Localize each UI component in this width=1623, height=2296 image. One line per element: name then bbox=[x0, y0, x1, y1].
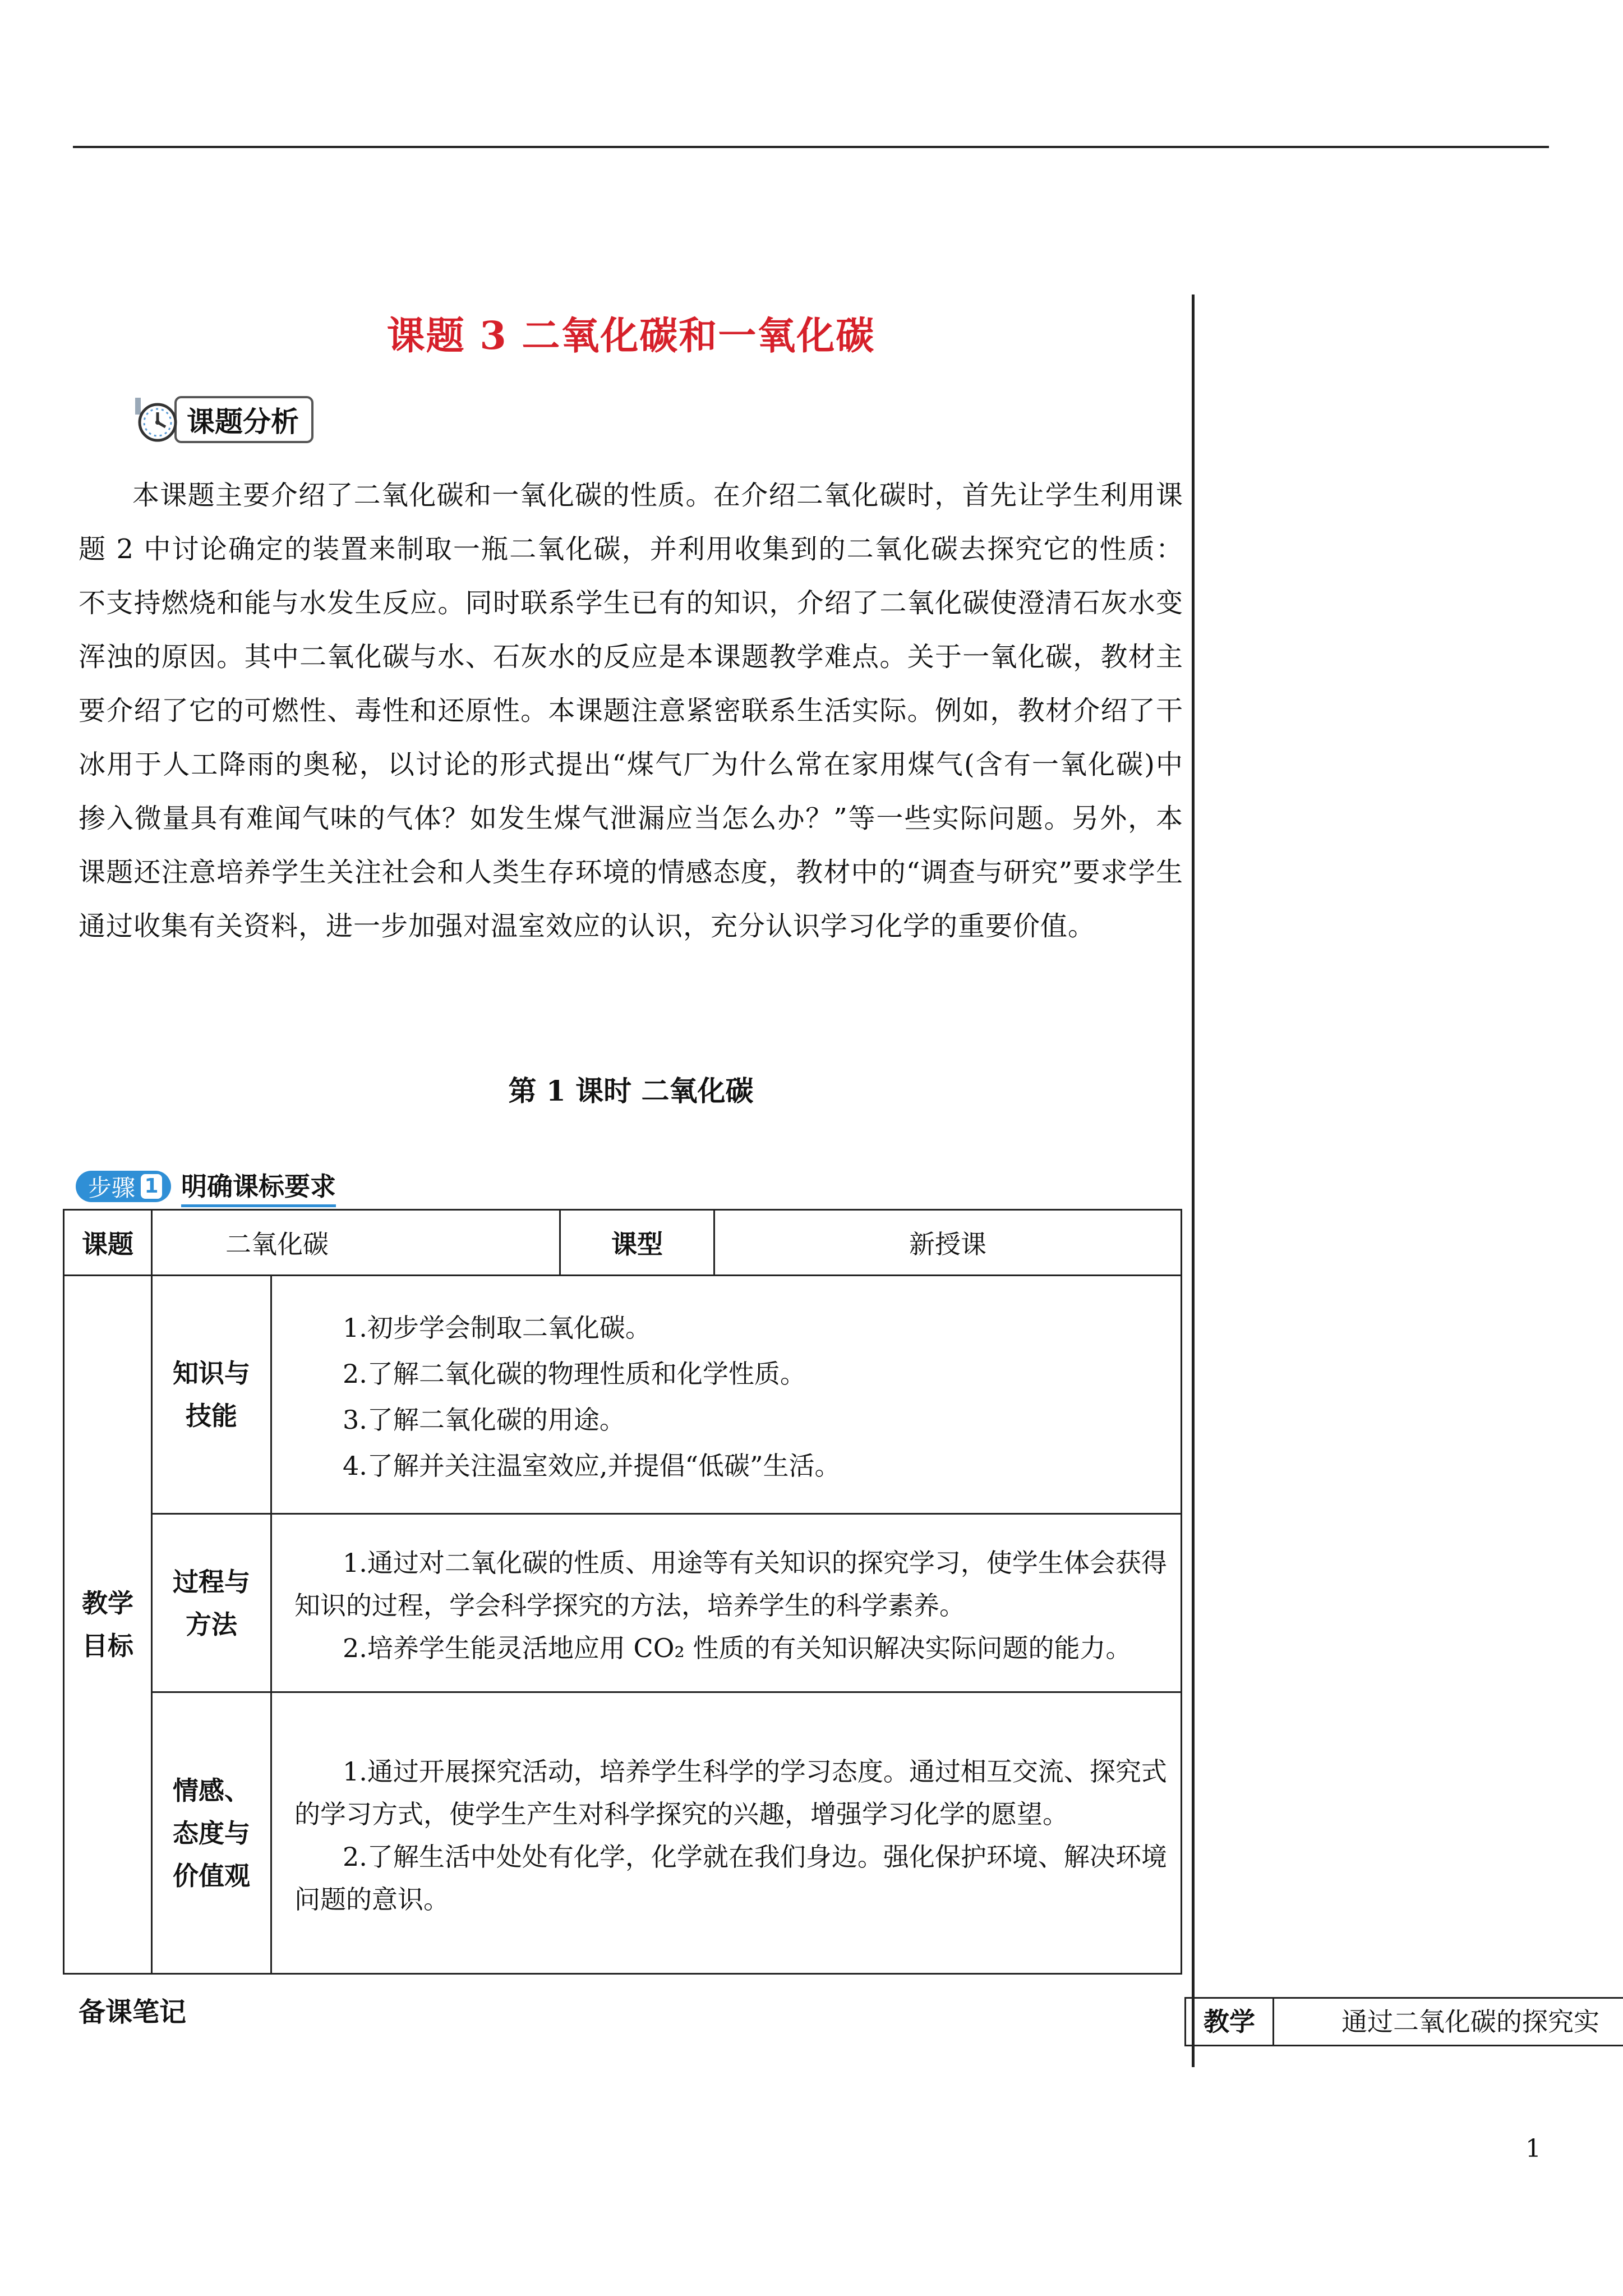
margin-divider bbox=[1192, 295, 1195, 2067]
subject-value: 二氧化碳 bbox=[152, 1210, 560, 1276]
goals-table bbox=[63, 1209, 1182, 1975]
analysis-badge-label: 课题分析 bbox=[174, 396, 313, 443]
page-title: 课题 3 二氧化碳和一氧化碳 bbox=[386, 314, 875, 358]
group-items-process bbox=[271, 1514, 1182, 1692]
step-number: 1 bbox=[141, 1174, 162, 1199]
lesson-title: 第 1 课时 二氧化碳 bbox=[508, 1074, 754, 1107]
list-item: 1.通过开展探究活动，培养学生科学的学习态度。通过相互交流、探究式的学习方式，使学生产生对科学探究的兴趣，增强学习化学的愿望。 bbox=[294, 1756, 1167, 1829]
group-label-knowledge: 知识与技能 bbox=[152, 1276, 271, 1514]
list-item: 3.了解二氧化碳的用途。 bbox=[343, 1405, 625, 1435]
page-number: 1 bbox=[1525, 2134, 1541, 2163]
list-item: 1.初步学会制取二氧化碳。 bbox=[343, 1313, 651, 1343]
list-item: 2.了解生活中处处有化学，化学就在我们身边。强化保护环境、解决环境问题的意识。 bbox=[294, 1841, 1167, 1915]
side-box-label: 教学 bbox=[1186, 1999, 1274, 2045]
list-item: 1.通过对二氧化碳的性质、用途等有关知识的探究学习，使学生体会获得知识的过程，学会科学探究的方法，培养学生的科学素养。 bbox=[294, 1547, 1167, 1621]
group-items-attitude bbox=[271, 1692, 1182, 1974]
list-item: 2.培养学生能灵活地应用 CO₂ 性质的有关知识解决实际问题的能力。 bbox=[343, 1632, 1132, 1663]
side-box bbox=[1184, 1997, 1623, 2046]
side-box-text: 通过二氧化碳的探究实 bbox=[1341, 2007, 1599, 2037]
type-label: 课型 bbox=[560, 1210, 714, 1276]
group-items-knowledge bbox=[271, 1276, 1182, 1514]
step-prefix: 步骤 bbox=[88, 1174, 136, 1202]
notes-label: 备课笔记 bbox=[79, 1996, 187, 2028]
top-rule bbox=[73, 146, 1549, 148]
list-item: 2.了解二氧化碳的物理性质和化学性质。 bbox=[343, 1359, 806, 1389]
group-label-process: 过程与方法 bbox=[152, 1514, 271, 1692]
analysis-badge bbox=[132, 393, 313, 447]
step-text: 明确课标要求 bbox=[181, 1166, 336, 1207]
group-label-attitude: 情感、态度与价值观 bbox=[152, 1692, 271, 1974]
step-pill bbox=[76, 1171, 171, 1202]
goals-label: 教学目标 bbox=[64, 1276, 152, 1974]
analysis-paragraph: 本课题主要介绍了二氧化碳和一氧化碳的性质。在介绍二氧化碳时，首先让学生利用课题 2 中讨论确定的装置来制取一瓶二氧化碳，并利用收集到的二氧化碳去探究它的性质：不支持燃烧和能与水发生反应。同时联系学生已有的知识，介绍了二氧化碳使澄清石灰水变浑浊的原因。其中二氧化碳与水、石灰水的反应是本课题教学难点。关于一氧化碳，教材主要介绍了它的可燃性、毒性和还原性。本课题注意紧密联系生活实际。例如，教材介绍了干冰用于人工降雨的奥秘，以讨论的形式提出“煤气厂为什么常在家用煤气(含有一氧化碳)中掺入微量具有难闻气味的气体？如发生煤气泄漏应当怎么办？”等一些实际问题。另外，本课题还注意培养学生关注社会和人类生存环境的情感态度，教材中的“调查与研究”要求学生通过收集有关资料，进一步加强对温室效应的认识，充分认识学习化学的重要价值。 bbox=[79, 480, 1183, 942]
clock-icon bbox=[132, 395, 180, 444]
table-header-row bbox=[64, 1210, 1182, 1276]
list-item: 4.了解并关注温室效应,并提倡“低碳”生活。 bbox=[343, 1451, 841, 1481]
step-heading bbox=[76, 1168, 336, 1205]
subject-label: 课题 bbox=[64, 1210, 152, 1276]
table-row bbox=[64, 1276, 1182, 1514]
type-value: 新授课 bbox=[714, 1210, 1182, 1276]
table-row bbox=[64, 1514, 1182, 1692]
table-row bbox=[64, 1692, 1182, 1974]
